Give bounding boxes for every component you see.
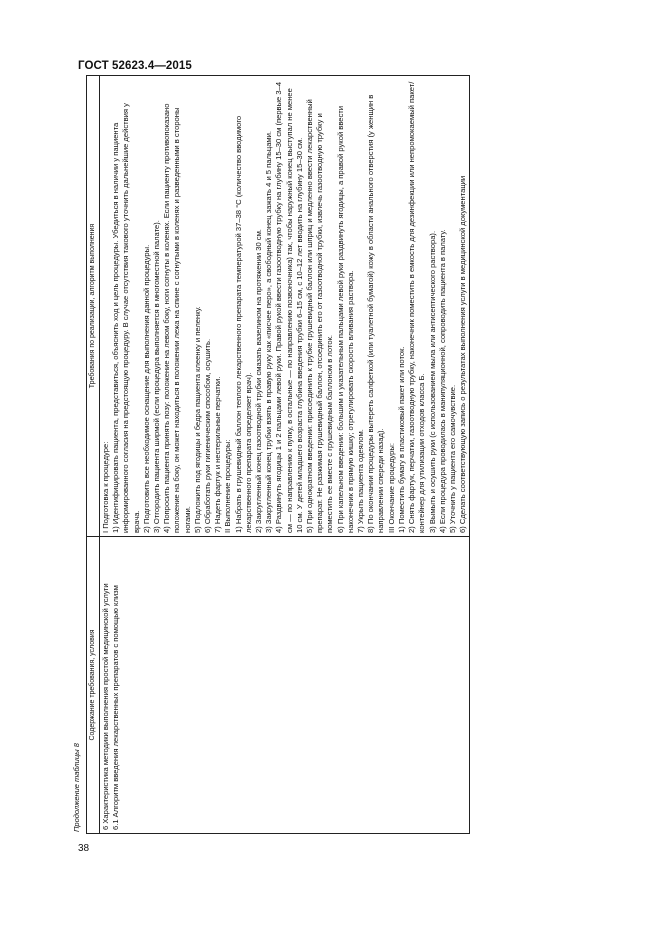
algorithm-line: II Выполнение процедуры: xyxy=(223,439,233,533)
algorithm-line: I Подготовка к процедуре: xyxy=(101,441,110,533)
algorithm-line: 3) Отгородить пациента ширмой (если процедура выполняется в многоместной палате). xyxy=(152,220,162,533)
column-header-condition: Содержание требования, условия xyxy=(87,537,100,834)
condition-cell xyxy=(100,537,470,834)
algorithm-line: III Окончание процедуры: xyxy=(386,443,396,533)
algorithm-line: 4) Раздвинуть ягодицы 1 и 2 пальцами левой руки. Правой рукой ввести газоотводную трубку на глубину 15–30 см (первые 3–4 см — по направлению к пупку, в остальные — по направлению позвоночника) так, чтобы наружный конец выступал не менее 10 см. У детей младшего возраста глубина введения трубки 6–15 см, с 10–12 лет вводить на глубину 15–30 см. xyxy=(274,81,304,533)
requirements-table xyxy=(86,75,470,834)
algorithm-line: 6) Сделать соответствующую запись о результатах выполнения услуги в медицинской документации xyxy=(458,175,468,533)
algorithm-line: 7) Укрыть пациента одеялом. xyxy=(356,429,366,533)
column-header-algorithm: Требования по реализации, алгоритм выполнения xyxy=(87,76,100,537)
algorithm-line: 3) Вымыть и осушить руки (с использованием мыла или антисептического раствора). xyxy=(427,230,437,533)
page-number: 38 xyxy=(78,843,90,854)
algorithm-line: 6) Обработать руки гигиеническим способом, осушить. xyxy=(203,338,213,533)
algorithm-line: 7) Надеть фартук и нестерильные перчатки. xyxy=(213,376,223,533)
algorithm-line: 4) Попросить пациента принять позу: положение на левом боку, ноги согнуты в коленях. Если пациенту противопоказано положение на боку, он может находиться в положении лежа на спине с согнутыми в коленях и разведенными в стороны ногами. xyxy=(162,103,192,533)
algorithm-line: 2) Подготовить все необходимое оснащение для выполнения данной процедуры. xyxy=(141,244,151,533)
table-continuation-label: Продолжение таблицы 8 xyxy=(72,743,81,832)
algorithm-line: 5) Подложить под ягодицы и бедра пациента клеенку и пеленку. xyxy=(192,306,202,533)
condition-line: 6 Характеристика методики выполнения простой медицинской услуги xyxy=(101,583,110,830)
algorithm-line: 3) Закругленный конец трубки взять в правую руку как «писчее перо», а свободный конец зажать 4 и 5 пальцами. xyxy=(264,130,274,533)
algorithm-line: 1) Идентифицировать пациента, представиться, объяснить ход и цель процедуры. Убедиться в наличии у пациента информированного согласия на предстоящую процедуру. В случае отсутствия такового уточнить дальнейшие действия у врача. xyxy=(111,103,141,533)
algorithm-line: 8) По окончании процедуры вытереть салфеткой (или туалетной бумагой) кожу в области анального отверстия (у женщин в направлении спереди назад). xyxy=(366,94,386,533)
algorithm-line: 5) Уточнить у пациента его самочувствие. xyxy=(447,384,457,533)
algorithm-cell xyxy=(100,76,470,537)
algorithm-line: 2) Закругленный конец газоотводной трубки смазать вазелином на протяжении 30 см. xyxy=(254,229,264,533)
algorithm-line: 1) Поместить бумагу в пластиковый пакет или поток. xyxy=(396,346,406,533)
algorithm-line: 5) При однократном введении: присоединить к трубке грушевидный баллон или шприц и медленно ввести лекарственный препарат. Не разжимая грушевидный баллон, отсоединить его от газоотводной трубки, извлечь газоотводную трубку и поместить ее вместе с грушевидным баллоном в лоток. xyxy=(305,99,335,533)
table-header-row xyxy=(87,76,100,834)
condition-line: 6.1 Алгоритм введения лекарственных препаратов с помощью клизм xyxy=(111,585,121,830)
algorithm-line: 4) Если процедура проводилась в манипуляционной, сопроводить пациента в палату. xyxy=(437,229,447,533)
algorithm-line: 1) Набрать в грушевидный баллон теплого лекарственного препарата температурой 37–38 °С (количество вводимого лекарственного препарата определяет врач). xyxy=(233,115,253,533)
table-row xyxy=(100,76,470,834)
standard-header: ГОСТ 52623.4—2015 xyxy=(78,60,192,72)
rotated-table-region xyxy=(70,81,606,834)
algorithm-line: 6) При капельном введении: большим и указательным пальцами левой руки раздвинуть ягодицы, а правой рукой ввести наконечник в прямую кишку; отрегулировать скорость вливания раствора. xyxy=(335,105,355,533)
algorithm-line: 2) Снять фартук, перчатки, газоотводную трубку, наконечник поместить в емкость для дезинфекции или непромокаемый пакет/контейнер для утилизации отходов класса Б. xyxy=(407,81,427,533)
